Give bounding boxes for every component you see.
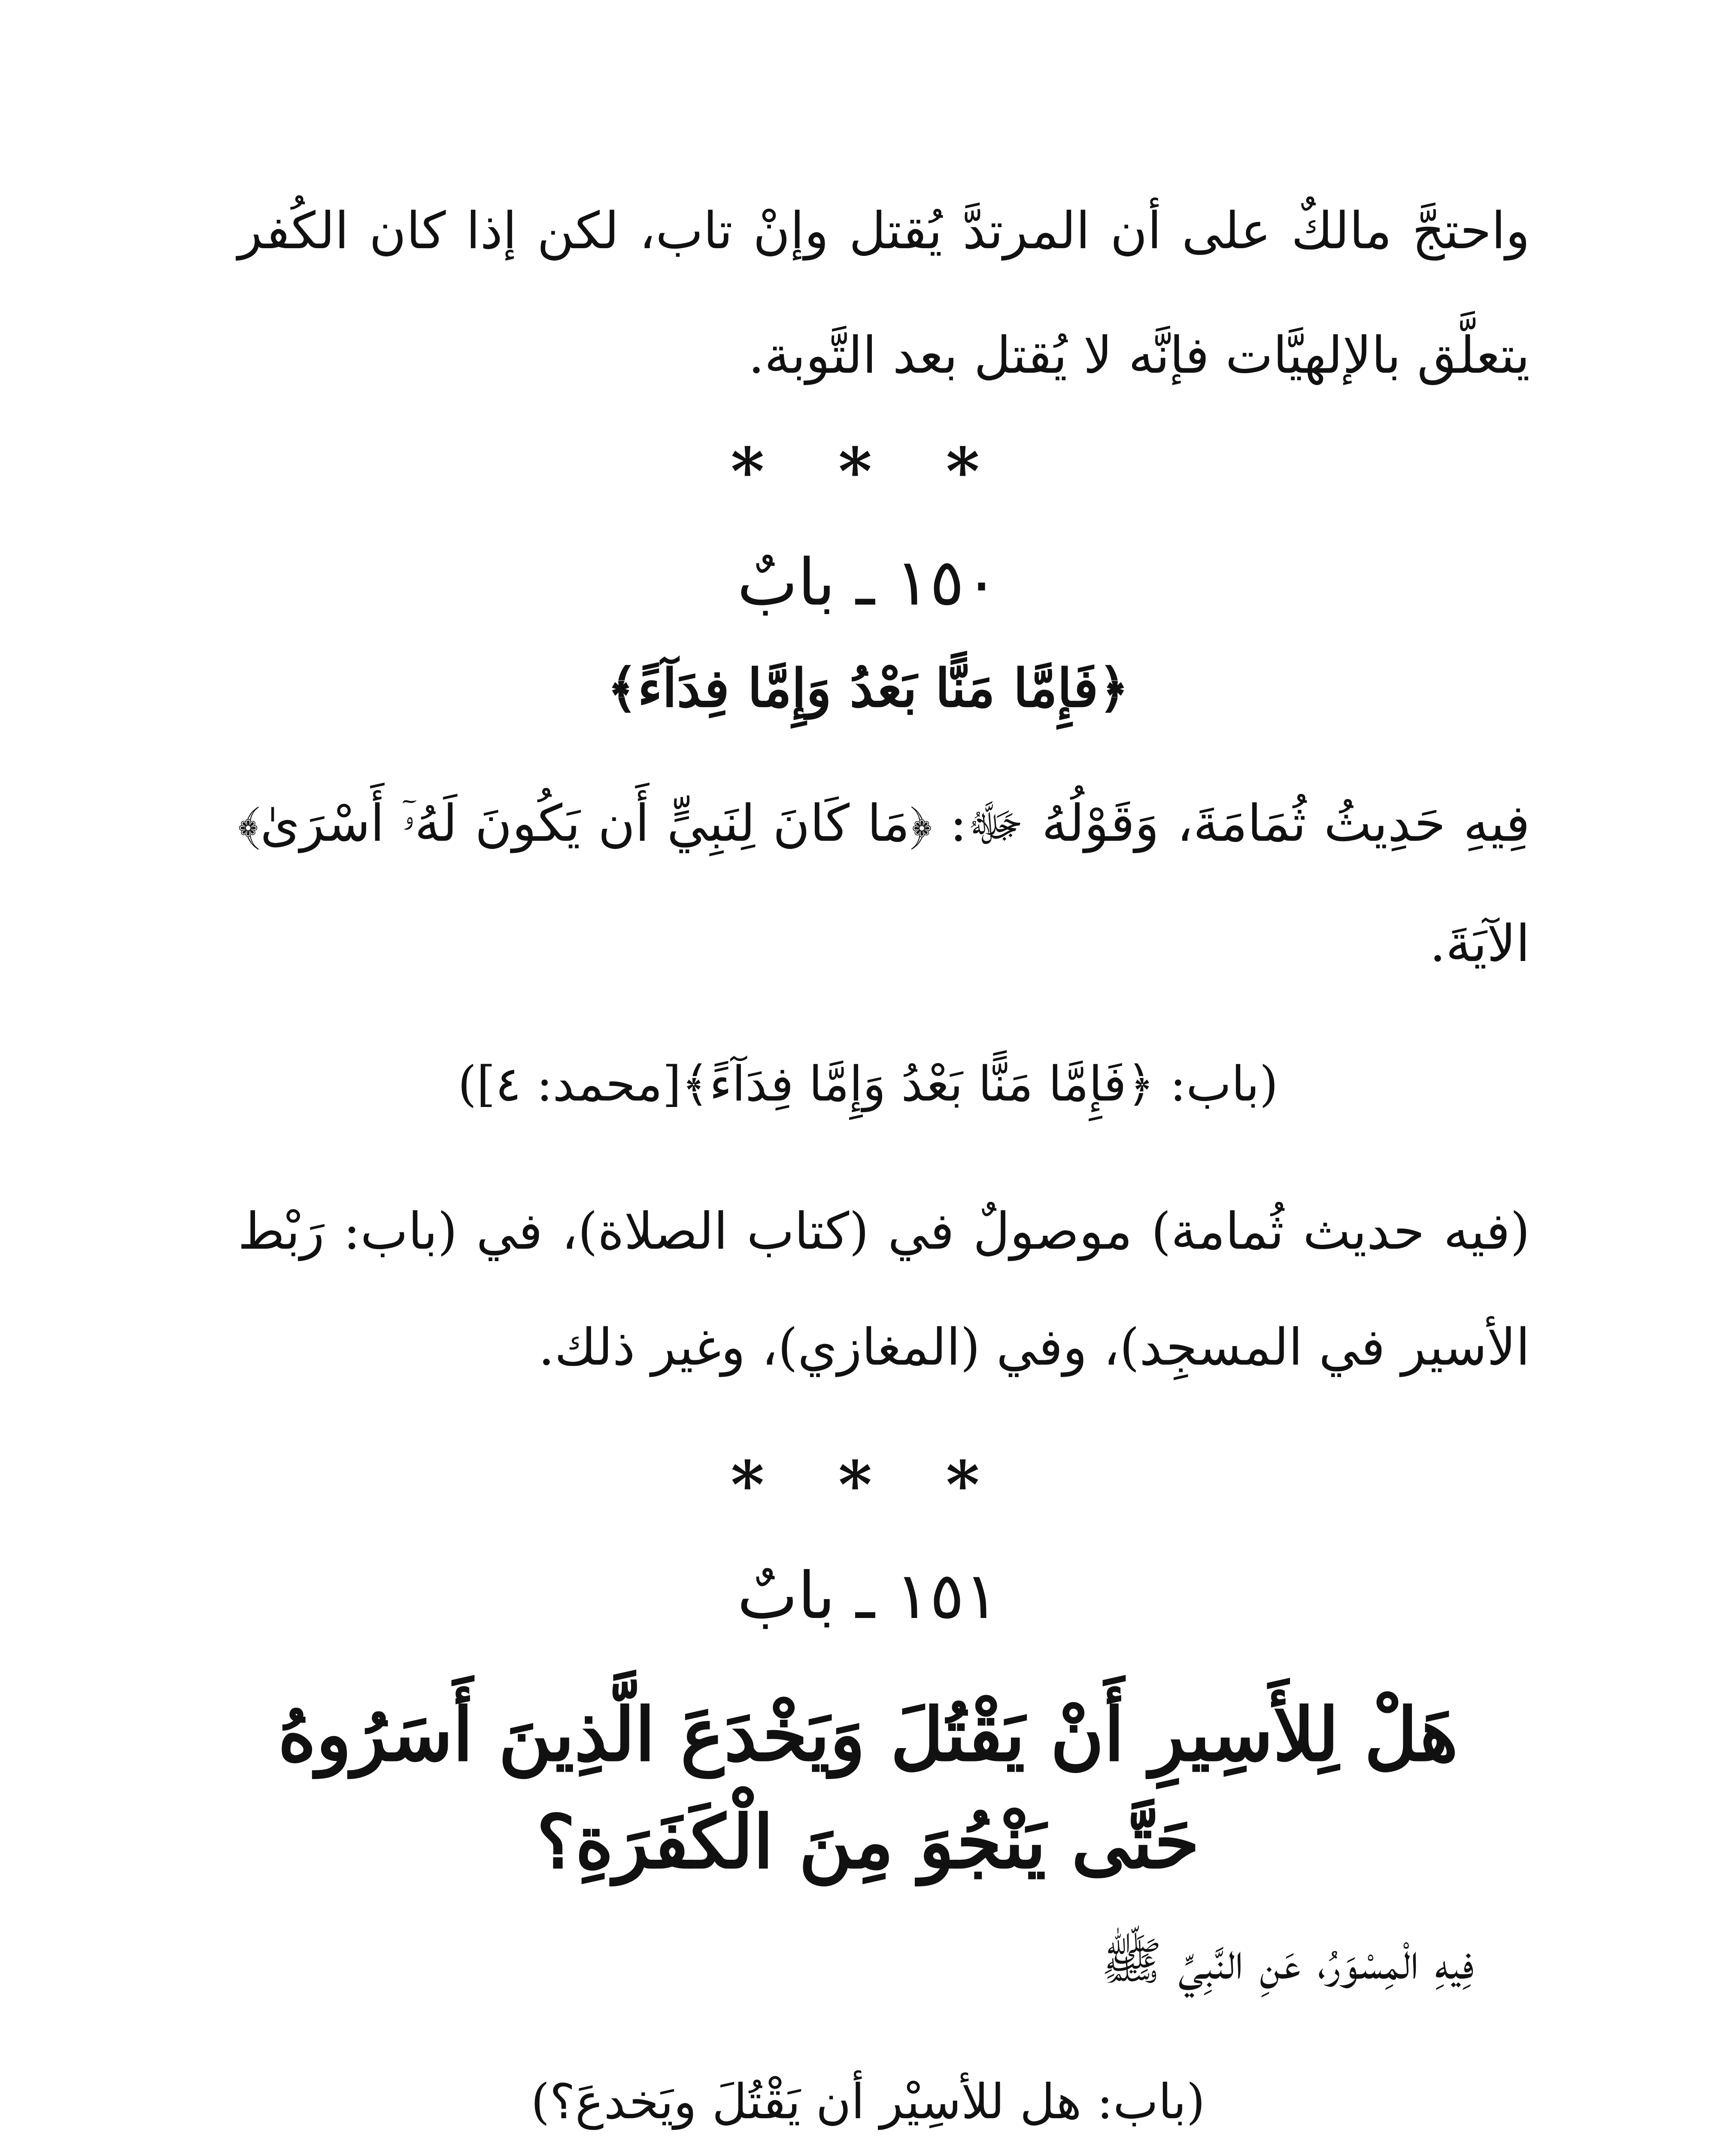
chapter-heading: ١٥٠ ـ بابٌ <box>737 545 999 620</box>
chapter-heading: ١٥١ ـ بابٌ <box>737 1559 999 1633</box>
section-separator: * * * <box>731 434 1005 509</box>
chapter-intro-line: فِيهِ الْمِسْوَرُ، عَنِ النَّبِيِّ ﷺ <box>1101 1931 1474 1991</box>
chapter-reference: (باب: ﴿فَإِمَّا مَنًّا بَعْدُ وَإِمَّا فِدَآءً﴾[محمد: ٤]) <box>458 1056 1278 1112</box>
chapter-intro-line: الآيَةَ. <box>1429 914 1530 973</box>
chapter-intro-line: فِيهِ حَدِيثُ ثُمَامَةَ، وَقَوْلُهُ ﷻ: ﴿مَا كَانَ لِنَبِيٍّ أَن يَكُونَ لَهُۥٓ أَسْرَىٰ﴾ <box>238 794 1530 853</box>
commentary-line: الأسير في المسجِد)، وفي (المغازي)، وغير ذلك. <box>538 1317 1530 1377</box>
paragraph-line: واحتجَّ مالكٌ على أن المرتدَّ يُقتل وإنْ تاب، لكن إذا كان الكُفر <box>238 201 1530 260</box>
paragraph-line: يتعلَّق بالإلهيَّات فإنَّه لا يُقتل بعد التَّوبة. <box>748 325 1530 385</box>
commentary-line: (فيه حديث ثُمامة) موصولٌ في (كتاب الصلاة)، في (باب: رَبْط <box>238 1201 1530 1261</box>
chapter-reference: (باب: هل للأسِيْر أن يَقْتُلَ ويَخدعَ؟) <box>531 2074 1205 2130</box>
chapter-title-line: هَلْ لِلأَسِيرِ أَنْ يَقْتُلَ وَيَخْدَعَ الَّذِينَ أَسَرُوهُ <box>278 1692 1458 1778</box>
chapter-title-line: حَتَّى يَنْجُوَ مِنَ الْكَفَرَةِ؟ <box>536 1799 1200 1885</box>
section-separator: * * * <box>731 1447 1005 1523</box>
quran-verse-title: ﴿فَإِمَّا مَنًّا بَعْدُ وَإِمَّا فِدَآءً﴾ <box>607 657 1129 719</box>
